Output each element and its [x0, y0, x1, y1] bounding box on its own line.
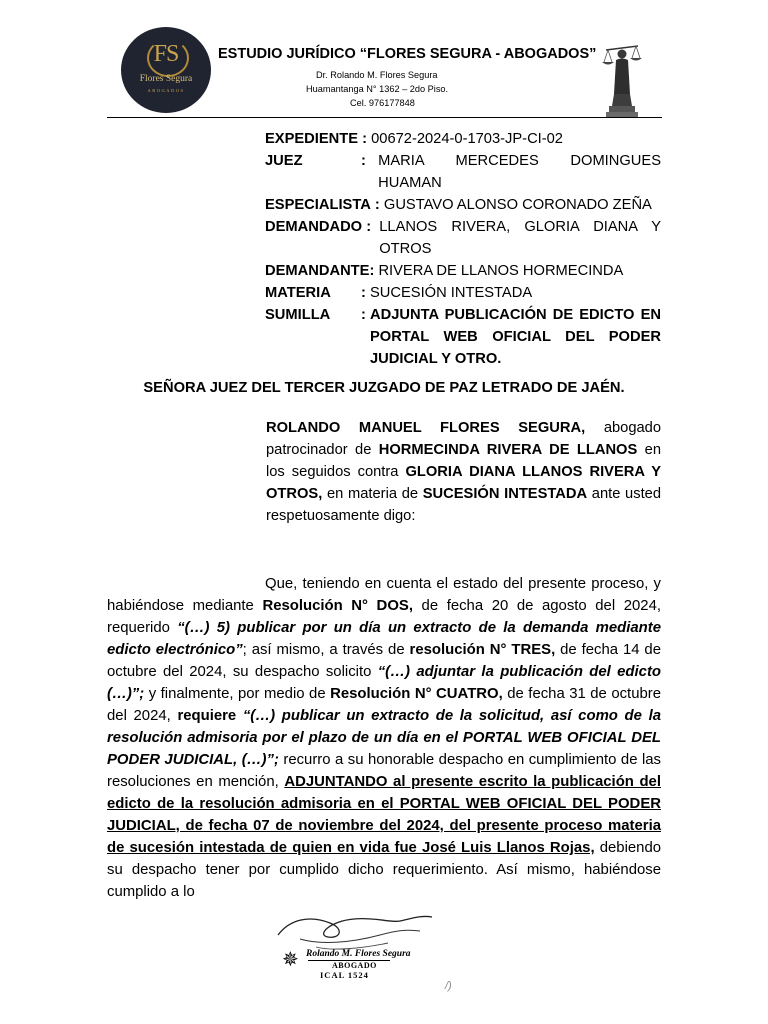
case-value: ADJUNTA PUBLICACIÓN DE EDICTO EN PORTAL WEB OFICIAL DEL PODER JUDICIAL Y OTRO. [369, 307, 661, 367]
case-label: SUMILLA [265, 307, 331, 323]
body-text [107, 573, 661, 903]
case-colon: : [361, 153, 379, 169]
intro-paragraph [266, 417, 661, 527]
firm-address: Huamantanga N° 1362 – 2do Piso. [306, 84, 449, 94]
case-colon: : [358, 131, 372, 147]
addressee-line: SEÑORA JUEZ DEL TERCER JUZGADO DE PAZ LETRADO DE JAÉN. [143, 380, 625, 396]
case-row-juez [265, 150, 661, 194]
case-row-sumilla [265, 304, 661, 370]
case-label: DEMANDADO [265, 219, 363, 235]
body-quote: “(…) publicar un extracto de la solicitud, así como de la resolución admisoria por el plazo de un día en el PORTAL WEB OFICIAL DEL PODER JUDICIAL, (…)”; [107, 708, 661, 768]
body-bold: Resolución N° DOS, [262, 598, 413, 614]
case-colon: : [361, 285, 370, 301]
lady-justice-icon [598, 32, 646, 118]
body-span: de fecha 20 de agosto del 2024, requerido [107, 598, 661, 636]
body-span: recurro a su honorable despacho en cumplimiento de las resoluciones en mención, [107, 752, 661, 790]
case-value: RIVERA DE LLANOS HORMECINDA [378, 263, 624, 279]
body-paragraph [107, 573, 661, 903]
case-data-block [265, 128, 661, 370]
lawyer-full-name: ROLANDO MANUEL FLORES SEGURA, [266, 420, 586, 436]
firm-title: ESTUDIO JURÍDICO “FLORES SEGURA - ABOGADOS” [218, 46, 597, 62]
case-label: MATERIA [265, 285, 331, 301]
firm-phone: Cel. 976177848 [350, 98, 415, 108]
header-divider [107, 117, 662, 118]
body-span: Que, teniendo en cuenta el estado del presente proceso, y habiéndose mediante [107, 576, 661, 614]
stamp-name: Rolando M. Flores Segura [306, 949, 411, 959]
stamp-role: ABOGADO [332, 961, 377, 970]
case-value: 00672-2024-0-1703-JP-CI-02 [371, 131, 563, 147]
case-row-demandante [265, 260, 661, 282]
seal-icon: ✵ [282, 949, 299, 971]
page-mark: /) [445, 980, 452, 992]
case-value: MARIA MERCEDES DOMINGUES HUAMAN [378, 153, 661, 191]
intro-text: en los seguidos contra [266, 442, 662, 480]
body-bold: Resolución N° CUATRO, [330, 686, 503, 702]
body-bold: resolución N° TRES, [409, 642, 556, 658]
case-colon: : [361, 307, 370, 323]
logo-monogram: FS [153, 41, 179, 67]
lawyer-name: Dr. Rolando M. Flores Segura [316, 70, 438, 80]
case-row-expediente [265, 128, 661, 150]
case-label: JUEZ [265, 153, 303, 169]
body-quote: “(…) adjuntar la publicación del edicto (…)”; [107, 664, 661, 702]
body-span: de fecha 14 de octubre del 2024, su despacho solicito [107, 642, 661, 680]
body-bold: requiere [177, 708, 237, 724]
case-value: GUSTAVO ALONSO CORONADO ZEÑA [383, 197, 652, 213]
case-row-especialista [265, 194, 661, 216]
case-colon: : [369, 263, 379, 279]
case-value: SUCESIÓN INTESTADA [369, 285, 533, 301]
intro-text: ante usted respetuosamente digo: [266, 486, 661, 524]
body-span: debiendo su despacho tener por cumplido dicho requerimiento. Así mismo, habiéndose cumplido a lo [107, 840, 662, 900]
lawyer-stamp [278, 944, 418, 984]
stamp-registration: ICAL 1524 [320, 970, 369, 980]
intro-text: en materia de [322, 486, 423, 502]
body-span: y finalmente, por medio de [144, 686, 331, 702]
defendant-name: GLORIA DIANA LLANOS RIVERA Y OTROS, [266, 464, 661, 502]
body-quote: “(…) 5) publicar por un día un extracto de la demanda mediante edicto electrónico” [107, 620, 661, 658]
logo-firm-name: Flores Segura [139, 74, 193, 84]
subject-matter: SUCESIÓN INTESTADA [422, 486, 588, 502]
intro-text: abogado patrocinador de [266, 420, 661, 458]
case-colon: : [362, 219, 380, 235]
body-span: de fecha 31 de octubre del 2024, [107, 686, 662, 724]
case-row-materia [265, 282, 661, 304]
case-row-demandado [265, 216, 661, 260]
case-value: LLANOS RIVERA, GLORIA DIANA Y OTROS [379, 219, 661, 257]
case-label: ESPECIALISTA [265, 197, 371, 213]
body-span: ; así mismo, a través de [242, 642, 410, 658]
case-colon: : [370, 197, 384, 213]
logo-tagline: ABOGADOS [147, 88, 185, 93]
case-label: EXPEDIENTE [265, 131, 359, 147]
client-name: HORMECINDA RIVERA DE LLANOS [378, 442, 638, 458]
body-underlined: ADJUNTANDO al presente escrito la publicación del edicto de la resolución admisoria en el PORTAL WEB OFICIAL DEL PODER JUDICIAL, de fecha 07 de noviembre del 2024, del presente proceso materia de sucesión intestada de quien en vida fue José Luis Llanos Rojas, [107, 774, 661, 856]
case-label: DEMANDANTE [265, 263, 370, 279]
firm-logo [121, 27, 211, 113]
